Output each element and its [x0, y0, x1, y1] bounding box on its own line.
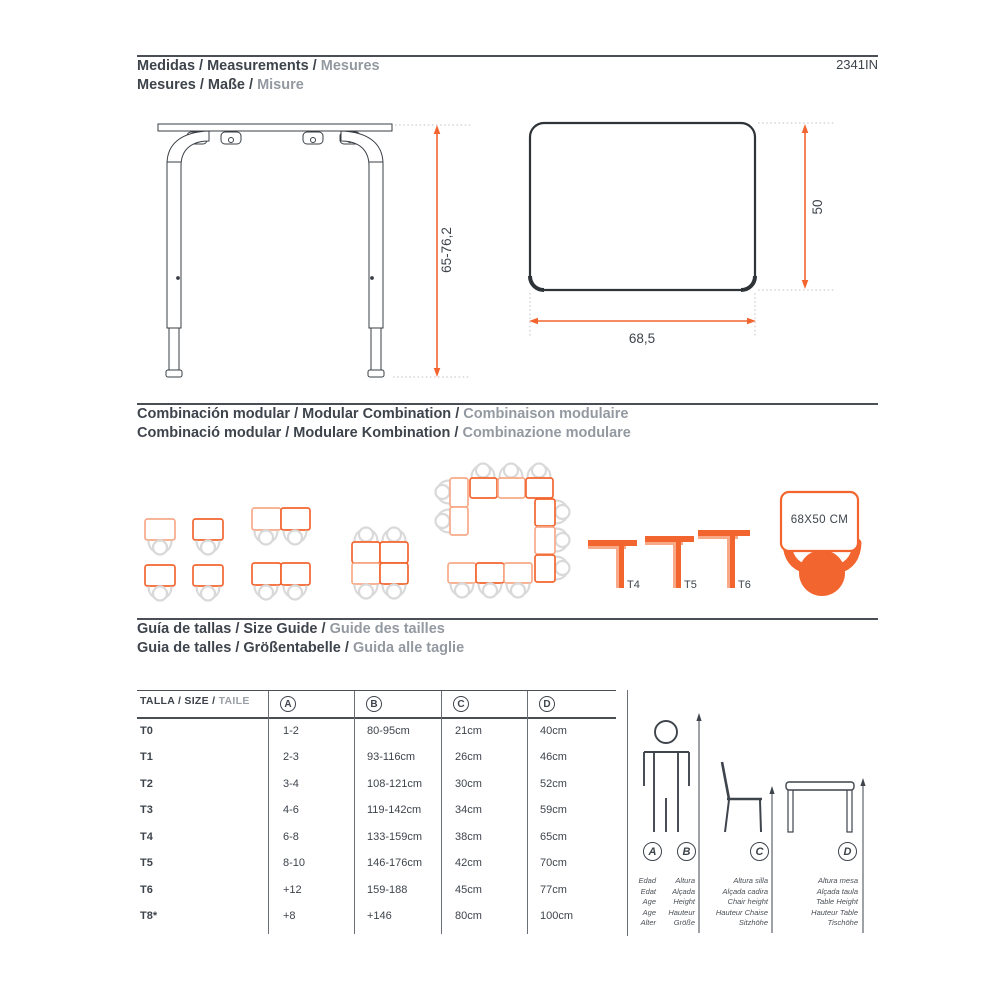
- section-rule-size-guide: [137, 618, 878, 620]
- heading-alt: Mesures: [320, 58, 380, 74]
- t5-label: T5: [684, 579, 697, 591]
- cell-age: 6-8: [283, 831, 299, 843]
- cell-age: 4-6: [283, 804, 299, 816]
- t4-label: T4: [627, 579, 640, 591]
- chair-icon: [255, 531, 278, 545]
- table-side-icon: [786, 782, 854, 832]
- cell-height: +146: [367, 910, 392, 922]
- heading-alt: Guide des tailles: [329, 621, 445, 637]
- chair-side-icon: [722, 762, 762, 832]
- table-row: [137, 774, 616, 798]
- heading-main: Combinació modular / Modulare Kombination /: [137, 425, 459, 441]
- table-header-border: [137, 717, 616, 719]
- chair-icon: [149, 587, 172, 601]
- module-table: [504, 563, 532, 583]
- heading-alt: Guida alle taglie: [352, 640, 465, 656]
- chair-icon: [451, 584, 474, 598]
- module-table: [352, 542, 380, 563]
- height-dimension-label: 65-76,2: [439, 227, 454, 273]
- module-table: [252, 508, 281, 530]
- legend-letter-c: C: [750, 842, 769, 861]
- legend-height: Altura Alçada Height Hauteur Größe: [668, 876, 695, 928]
- table-row: [137, 800, 616, 824]
- column-letter-c: C: [453, 696, 469, 712]
- depth-dimension-arrow: [802, 124, 825, 289]
- chair-icon: [472, 464, 495, 478]
- module-table: [450, 478, 468, 507]
- cell-table-height: 46cm: [540, 751, 567, 763]
- column-letter-b: B: [366, 696, 382, 712]
- legend-letter-a: A: [643, 842, 662, 861]
- chair-icon: [507, 584, 530, 598]
- module-table: [281, 508, 310, 530]
- chair-icon: [255, 586, 278, 600]
- depth-dimension-label: 50: [810, 199, 825, 215]
- width-dimension-arrow: [529, 318, 756, 346]
- cell-height: 108-121cm: [367, 778, 423, 790]
- cell-table-height: 65cm: [540, 831, 567, 843]
- row-size: T2: [140, 778, 153, 790]
- size-guide-figures: [627, 690, 879, 936]
- modular-combination-diagram: [137, 455, 878, 620]
- heading-main: Guia de talles / Größentabelle /: [137, 640, 349, 656]
- cell-age: 1-2: [283, 725, 299, 737]
- module-table: [450, 507, 468, 535]
- module-table: [281, 563, 310, 585]
- legend-age: Edad Edat Age Age Alter: [638, 876, 656, 928]
- chair-icon: [149, 541, 172, 555]
- heading-main: Medidas / Measurements /: [137, 58, 317, 74]
- row-size: T0: [140, 725, 153, 737]
- table-top-view-drawing: [500, 110, 878, 350]
- section-rule-measurements: [137, 55, 878, 57]
- table-row: [137, 853, 616, 877]
- product-code: 2341IN: [836, 57, 878, 72]
- cell-table-height: 100cm: [540, 910, 574, 922]
- cell-age: 8-10: [283, 857, 306, 869]
- module-table: [448, 563, 476, 583]
- module-table: [252, 563, 281, 585]
- cell-age: 3-4: [283, 778, 299, 790]
- module-table: [380, 542, 408, 563]
- chair-icon: [436, 481, 450, 504]
- chair-icon: [528, 464, 551, 478]
- module-table: [498, 478, 525, 498]
- t6-leg-shadow: [727, 538, 730, 588]
- person-figure-icon: [644, 721, 689, 832]
- heading-main: Guía de tallas / Size Guide /: [137, 621, 326, 637]
- modular-heading-line2: [137, 425, 631, 441]
- cell-table-height: 52cm: [540, 778, 567, 790]
- row-size: T3: [140, 804, 153, 816]
- legend-letter-d: D: [838, 842, 857, 861]
- row-size: T5: [140, 857, 153, 869]
- cell-chair-height: 34cm: [455, 804, 482, 816]
- cell-chair-height: 80cm: [455, 910, 482, 922]
- cell-age: 2-3: [283, 751, 299, 763]
- cell-height: 133-159cm: [367, 831, 423, 843]
- t5-leg-shadow: [673, 544, 676, 588]
- row-size: T8*: [140, 910, 158, 922]
- t6-leg: [730, 536, 735, 588]
- module-table: [193, 519, 223, 540]
- chair-icon: [383, 585, 406, 599]
- section-rule-modular: [137, 403, 878, 405]
- badge-label: 68X50 CM: [790, 514, 849, 526]
- legend-table-height: Altura mesa Alçada taula Table Height Hauteur Table Tischöhe: [811, 876, 858, 928]
- chair-icon: [197, 541, 220, 555]
- chair-icon: [355, 585, 378, 599]
- column-letter-a: A: [280, 696, 296, 712]
- cell-chair-height: 45cm: [455, 884, 482, 896]
- table-row: [137, 880, 616, 904]
- cell-age: +8: [283, 910, 296, 922]
- module-table: [193, 565, 223, 586]
- chair-icon: [284, 531, 307, 545]
- table-row: [137, 827, 616, 851]
- cell-table-height: 77cm: [540, 884, 567, 896]
- row-size: T4: [140, 831, 153, 843]
- legend-letter-b: B: [677, 842, 696, 861]
- cell-height: 119-142cm: [367, 804, 422, 816]
- height-b-arrow: [696, 713, 701, 933]
- chair-icon: [556, 529, 570, 552]
- module-table: [535, 499, 555, 526]
- cell-chair-height: 21cm: [455, 725, 482, 737]
- table-row: [137, 721, 616, 745]
- extension-dotted-lines: [393, 125, 471, 377]
- measurements-heading-line1: [137, 58, 380, 74]
- table-height-d-arrow: [860, 778, 865, 933]
- chair-icon: [556, 501, 570, 524]
- size-table-title-main: TALLA / SIZE /: [140, 695, 216, 707]
- chair-icon: [479, 584, 502, 598]
- cell-chair-height: 42cm: [455, 857, 482, 869]
- heading-alt: Misure: [257, 77, 304, 93]
- legend-chair-height: Altura silla Alçada cadira Chair height Hauteur Chaise Sitzhöhe: [715, 876, 768, 928]
- cell-chair-height: 26cm: [455, 751, 482, 763]
- table-leg-right: [341, 131, 384, 377]
- cell-table-height: 70cm: [540, 857, 567, 869]
- module-table: [476, 563, 504, 583]
- table-top-border: [137, 690, 616, 691]
- module-table: [535, 527, 555, 554]
- chair-height-c-arrow: [769, 786, 774, 933]
- chair-icon: [284, 586, 307, 600]
- person-head-icon: [799, 550, 845, 596]
- module-table: [145, 519, 175, 540]
- column-letter-d: D: [539, 696, 555, 712]
- module-table: [470, 478, 497, 498]
- t4-leg: [619, 546, 624, 588]
- height-dimension-arrow: [434, 125, 454, 377]
- chair-icon: [436, 510, 450, 533]
- cell-height: 159-188: [367, 884, 408, 896]
- row-size: T1: [140, 751, 153, 763]
- cell-chair-height: 30cm: [455, 778, 482, 790]
- tabletop-outline: [530, 123, 755, 290]
- cell-table-height: 40cm: [540, 725, 567, 737]
- modular-heading-line1: [137, 406, 628, 422]
- t6-tabletop: [698, 530, 750, 536]
- t6-label: T6: [738, 579, 751, 591]
- heading-main: Mesures / Maße /: [137, 77, 254, 93]
- chair-icon: [383, 528, 406, 542]
- row-size: T6: [140, 884, 153, 896]
- size-table: [137, 690, 616, 935]
- chair-icon: [500, 464, 523, 478]
- module-table: [526, 478, 553, 498]
- table-size-badge: [781, 492, 858, 596]
- cell-height: 80-95cm: [367, 725, 410, 737]
- module-table: [145, 565, 175, 586]
- cell-chair-height: 38cm: [455, 831, 482, 843]
- heading-main: Combinación modular / Modular Combination /: [137, 406, 460, 422]
- size-guide-heading-line2: [137, 640, 464, 656]
- module-table: [380, 563, 408, 584]
- module-table: [535, 555, 555, 582]
- size-table-title: [140, 695, 250, 707]
- heading-alt: Combinazione modulare: [462, 425, 631, 441]
- t5-tabletop: [645, 536, 694, 542]
- table-height-profiles: [588, 530, 751, 591]
- measurements-heading-line2: [137, 77, 304, 93]
- table-leg-left: [166, 131, 209, 377]
- cell-height: 146-176cm: [367, 857, 423, 869]
- size-guide-heading-line1: [137, 621, 445, 637]
- width-dimension-label: 68,5: [628, 331, 656, 346]
- modular-group-ring: [436, 464, 570, 598]
- modular-group-block: [352, 528, 408, 599]
- cell-height: 93-116cm: [367, 751, 416, 763]
- t4-leg-shadow: [616, 548, 619, 588]
- chair-icon: [197, 587, 220, 601]
- table-row: [137, 747, 616, 771]
- cell-table-height: 59cm: [540, 804, 567, 816]
- heading-alt: Combinaison modulaire: [463, 406, 629, 422]
- chair-icon: [556, 557, 570, 580]
- modular-group-singles: [145, 519, 223, 601]
- modular-group-pairs: [252, 508, 310, 600]
- t5-leg: [676, 542, 681, 588]
- chair-icon: [355, 528, 378, 542]
- table-row: [137, 906, 616, 930]
- cell-age: +12: [283, 884, 302, 896]
- size-table-title-alt: TAILE: [218, 695, 250, 707]
- chair-bracket-icon: [187, 132, 360, 144]
- table-front-view-drawing: [137, 110, 477, 390]
- tabletop-front: [158, 124, 392, 131]
- module-table: [352, 563, 380, 584]
- t4-tabletop: [588, 540, 637, 546]
